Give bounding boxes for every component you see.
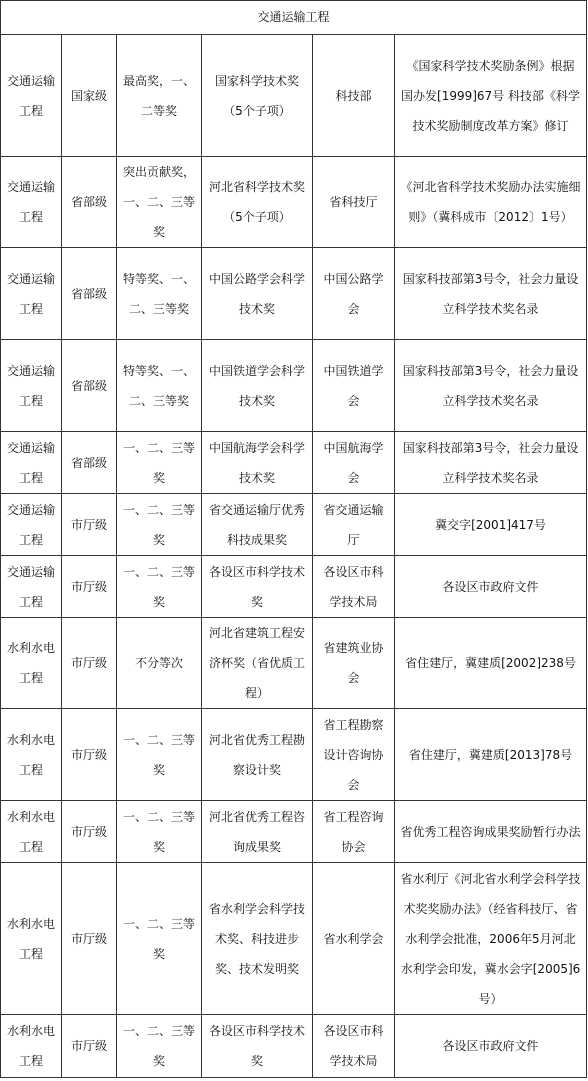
cell-award: 中国铁道学会科学技术奖	[202, 340, 313, 432]
cell-field: 水利水电工程	[1, 863, 62, 1015]
cell-basis: 《河北省科学技术奖励办法实施细则》（冀科成市〔2012〕1号）	[395, 157, 587, 248]
table-row	[1, 157, 587, 248]
cell-field: 交通运输工程	[1, 248, 62, 340]
cell-level: 市厅级	[62, 494, 117, 556]
table-title: 交通运输工程	[1, 1, 587, 35]
table-row	[1, 556, 587, 618]
table-title-row	[1, 1, 587, 35]
cell-level: 省部级	[62, 432, 117, 494]
cell-field: 水利水电工程	[1, 801, 62, 863]
cell-grade: 特等奖、一、二、三等奖	[117, 340, 202, 432]
table-row	[1, 863, 587, 1015]
cell-grade: 一、二、三等奖	[117, 494, 202, 556]
table-row	[1, 340, 587, 432]
cell-grade: 不分等次	[117, 618, 202, 709]
table-row	[1, 432, 587, 494]
cell-basis: 国家科技部第3号令，社会力量设立科学技术奖名录	[395, 340, 587, 432]
cell-grade: 一、二、三等奖	[117, 801, 202, 863]
cell-grade: 一、二、三等奖	[117, 863, 202, 1015]
cell-award: 各设区市科学技术奖	[202, 1015, 313, 1078]
cell-basis: 各设区市政府文件	[395, 556, 587, 618]
cell-basis: 省住建厅，冀建质[2002]238号	[395, 618, 587, 709]
cell-field: 交通运输工程	[1, 340, 62, 432]
cell-level: 市厅级	[62, 618, 117, 709]
cell-field: 交通运输工程	[1, 432, 62, 494]
cell-org: 中国公路学会	[313, 248, 395, 340]
cell-basis: 国家科技部第3号令，社会力量设立科学技术奖名录	[395, 432, 587, 494]
table-row	[1, 1015, 587, 1078]
cell-org: 科技部	[313, 35, 395, 157]
cell-level: 市厅级	[62, 556, 117, 618]
cell-basis: 各设区市政府文件	[395, 1015, 587, 1078]
cell-grade: 突出贡献奖，一、二、三等奖	[117, 157, 202, 248]
cell-level: 市厅级	[62, 863, 117, 1015]
table-row	[1, 801, 587, 863]
cell-field: 水利水电工程	[1, 618, 62, 709]
cell-field: 交通运输工程	[1, 157, 62, 248]
cell-level: 省部级	[62, 340, 117, 432]
cell-award: 省交通运输厅优秀科技成果奖	[202, 494, 313, 556]
cell-basis: 国家科技部第3号令，社会力量设立科学技术奖名录	[395, 248, 587, 340]
cell-grade: 一、二、三等奖	[117, 1015, 202, 1078]
cell-grade: 最高奖，一、二等奖	[117, 35, 202, 157]
table-row	[1, 35, 587, 157]
cell-grade: 特等奖、一、二、三等奖	[117, 248, 202, 340]
cell-award: 中国航海学会科学技术奖	[202, 432, 313, 494]
cell-org: 省水利学会	[313, 863, 395, 1015]
cell-award: 河北省优秀工程咨询成果奖	[202, 801, 313, 863]
cell-org: 中国航海学会	[313, 432, 395, 494]
cell-field: 交通运输工程	[1, 35, 62, 157]
table-row	[1, 618, 587, 709]
cell-org: 省工程勘察设计咨询协会	[313, 709, 395, 801]
cell-basis: 省优秀工程咨询成果奖励暂行办法	[395, 801, 587, 863]
cell-field: 水利水电工程	[1, 709, 62, 801]
cell-level: 市厅级	[62, 709, 117, 801]
table-row	[1, 494, 587, 556]
cell-level: 市厅级	[62, 801, 117, 863]
cell-level: 省部级	[62, 248, 117, 340]
cell-field: 交通运输工程	[1, 494, 62, 556]
cell-grade: 一、二、三等奖	[117, 556, 202, 618]
cell-award: 省水利学会科学技术奖、科技进步奖、技术发明奖	[202, 863, 313, 1015]
cell-grade: 一、二、三等奖	[117, 709, 202, 801]
cell-award: 河北省优秀工程勘察设计奖	[202, 709, 313, 801]
cell-basis: 《国家科学技术奖励条例》根据 国办发[1999]67号 科技部《科学技术奖励制度改革方案》修订	[395, 35, 587, 157]
cell-award: 中国公路学会科学技术奖	[202, 248, 313, 340]
cell-org: 省建筑业协会	[313, 618, 395, 709]
cell-org: 省交通运输厅	[313, 494, 395, 556]
cell-basis: 冀交字[2001]417号	[395, 494, 587, 556]
cell-org: 各设区市科学技术局	[313, 1015, 395, 1078]
cell-basis: 省水利厅《河北省水利学会科学技术奖奖励办法》（经省科技厅、省水利学会批准，2006年5月河北水利学会印发，冀水会字[2005]6号）	[395, 863, 587, 1015]
table-row	[1, 248, 587, 340]
cell-org: 省科技厅	[313, 157, 395, 248]
cell-org: 中国铁道学会	[313, 340, 395, 432]
cell-org: 各设区市科学技术局	[313, 556, 395, 618]
table-row	[1, 709, 587, 801]
cell-field: 交通运输工程	[1, 556, 62, 618]
cell-award: 国家科学技术奖（5个子项）	[202, 35, 313, 157]
cell-award: 河北省建筑工程安济杯奖（省优质工程）	[202, 618, 313, 709]
cell-level: 市厅级	[62, 1015, 117, 1078]
cell-award: 河北省科学技术奖（5个子项）	[202, 157, 313, 248]
cell-level: 国家级	[62, 35, 117, 157]
cell-basis: 省住建厅，冀建质[2013]78号	[395, 709, 587, 801]
cell-level: 省部级	[62, 157, 117, 248]
cell-award: 各设区市科学技术奖	[202, 556, 313, 618]
cell-org: 省工程咨询协会	[313, 801, 395, 863]
cell-field: 水利水电工程	[1, 1015, 62, 1078]
cell-grade: 一、二、三等奖	[117, 432, 202, 494]
